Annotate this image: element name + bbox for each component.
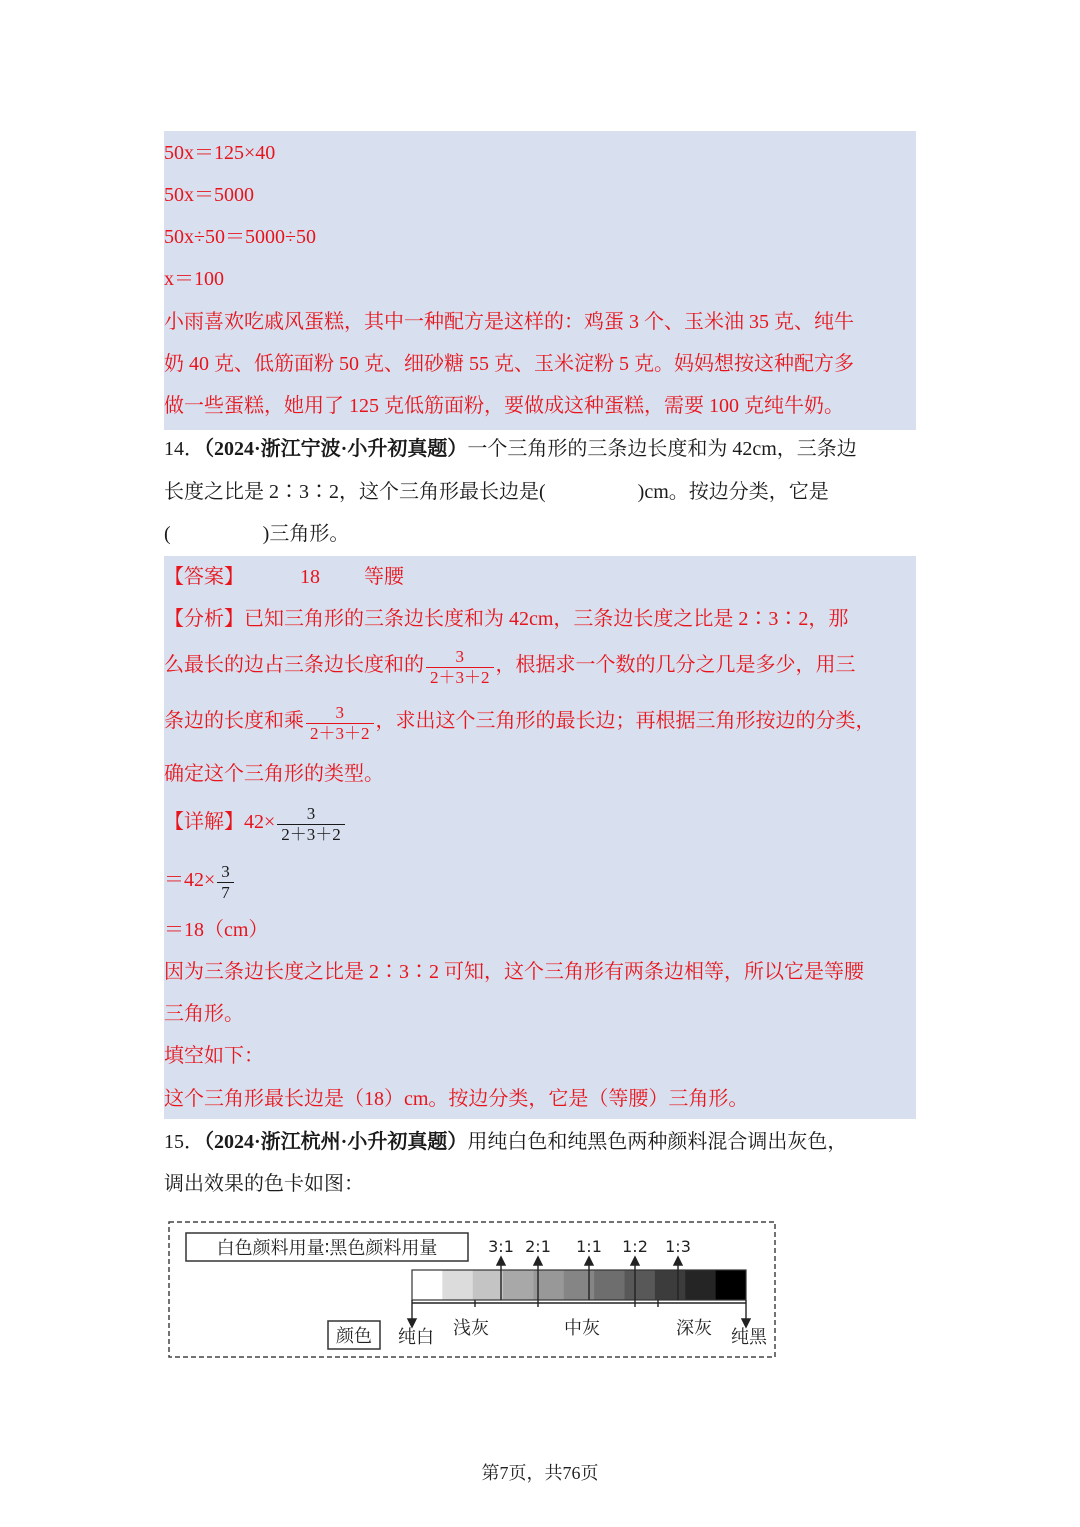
ratio-label-3-1: 3:1 <box>488 1237 514 1256</box>
question-text: )三角形。 <box>262 523 350 545</box>
ratio-label-2-1: 2:1 <box>525 1237 551 1256</box>
question-number: 15． <box>164 1131 204 1153</box>
answer-value-1: 18 <box>300 566 320 588</box>
detail-line-3: ＝18（cm） <box>164 919 269 941</box>
color-swatch <box>716 1270 747 1300</box>
fraction-numerator: 3 <box>335 703 344 722</box>
detail-line-2 <box>164 862 236 903</box>
category-pure-black: 纯黑 <box>731 1327 767 1348</box>
arrow-head <box>585 1257 593 1265</box>
color-swatch <box>564 1270 595 1300</box>
color-swatch <box>473 1270 504 1300</box>
analysis-line-3 <box>164 703 876 744</box>
category-pure-white: 纯白 <box>398 1327 434 1348</box>
reason-line-1: 因为三条边长度之比是 2∶3∶2 可知，这个三角形有两条边相等，所以它是等腰 <box>164 961 864 983</box>
question-14-line-3 <box>164 520 349 548</box>
question-15-line-1 <box>164 1128 847 1156</box>
ratio-label-1-3: 1:3 <box>665 1237 691 1256</box>
detail-text: ＝42× <box>164 869 216 891</box>
fraction-denominator: 2＋3＋2 <box>426 667 494 688</box>
analysis-text: 已知三角形的三条边长度和为 42cm，三条边长度之比是 2∶3∶2，那 <box>244 608 849 630</box>
detail-line-1 <box>164 804 347 845</box>
question-source: （2024·浙江宁波·小升初真题） <box>204 438 468 460</box>
question-text: ( <box>164 523 171 545</box>
category-light-gray: 浅灰 <box>453 1318 489 1339</box>
analysis-line-2 <box>164 647 856 688</box>
color-swatch <box>442 1270 473 1300</box>
color-card-figure <box>168 1221 776 1358</box>
color-swatch <box>655 1270 686 1300</box>
question-text: 用纯白色和纯黑色两种颜料混合调出灰色， <box>467 1131 848 1153</box>
fraction-numerator: 3 <box>221 862 230 881</box>
fraction <box>426 647 494 688</box>
analysis-tag: 【分析】 <box>164 608 244 630</box>
ratio-label: 白色颜料用量∶黑色颜料用量 <box>216 1238 438 1259</box>
arrow-head <box>408 1319 416 1327</box>
question-14-line-2 <box>164 478 829 506</box>
answer-line <box>164 563 404 591</box>
ratio-label-1-1: 1:1 <box>576 1237 602 1256</box>
analysis-line-1 <box>164 605 848 633</box>
reason-line-2: 三角形。 <box>164 1003 244 1025</box>
arrow-head <box>674 1257 682 1265</box>
category-medium-gray: 中灰 <box>564 1318 600 1339</box>
question-15-line-2: 调出效果的色卡如图： <box>164 1173 364 1195</box>
analysis-text: ，求出这个三角形的最长边；再根据三角形按边的分类， <box>375 710 876 732</box>
detail-tag: 【详解】 <box>164 811 244 833</box>
summary-line: 小雨喜欢吃戚风蛋糕，其中一种配方是这样的：鸡蛋 3 个、玉米油 35 克、纯牛 <box>164 311 854 333</box>
equation-line: 50x＝125×40 <box>164 142 276 164</box>
category-dark-gray: 深灰 <box>676 1318 712 1339</box>
fraction <box>306 703 374 744</box>
fraction-denominator: 2＋3＋2 <box>277 824 345 845</box>
fraction-denominator: 2＋3＋2 <box>306 723 374 744</box>
answer-value-2: 等腰 <box>364 566 404 588</box>
arrow-head <box>631 1257 639 1265</box>
question-text: 长度之比是 2∶3∶2，这个三角形最长边是( <box>164 481 546 503</box>
question-text: )cm。按边分类，它是 <box>637 481 829 503</box>
color-swatch <box>594 1270 625 1300</box>
arrow-head <box>497 1257 505 1265</box>
color-swatch <box>412 1270 443 1300</box>
color-swatch <box>685 1270 716 1300</box>
analysis-line-4: 确定这个三角形的类型。 <box>164 763 384 785</box>
analysis-text: ，根据求一个数的几分之几是多少，用三 <box>495 654 856 676</box>
color-swatch <box>503 1270 534 1300</box>
color-tag: 颜色 <box>336 1326 372 1347</box>
fraction <box>217 862 234 903</box>
fraction-numerator: 3 <box>455 647 464 666</box>
fraction-numerator: 3 <box>306 804 316 823</box>
fraction <box>277 804 345 845</box>
equation-line: x＝100 <box>164 268 224 290</box>
fill-line-2: 这个三角形最长边是（18）cm。按边分类，它是（等腰）三角形。 <box>164 1088 749 1110</box>
detail-text: 42× <box>244 811 276 833</box>
analysis-text: 条边的长度和乘 <box>164 710 304 732</box>
swatch-strip <box>412 1270 747 1300</box>
color-swatch <box>625 1270 656 1300</box>
equation-line: 50x＝5000 <box>164 184 254 206</box>
fraction-denominator: 7 <box>217 882 234 903</box>
page-footer: 第7页，共76页 <box>481 1463 599 1483</box>
question-14-line-1 <box>164 435 857 463</box>
summary-line: 做一些蛋糕，她用了 125 克低筋面粉，要做成这种蛋糕，需要 100 克纯牛奶。 <box>164 395 844 417</box>
fill-line-1: 填空如下： <box>164 1045 264 1067</box>
question-source: （2024·浙江杭州·小升初真题） <box>204 1131 468 1153</box>
highlight-block-prev <box>164 131 916 430</box>
summary-line: 奶 40 克、低筋面粉 50 克、细砂糖 55 克、玉米淀粉 5 克。妈妈想按这种配方多 <box>164 353 854 375</box>
equation-line: 50x÷50＝5000÷50 <box>164 226 316 248</box>
analysis-text: 么最长的边占三条边长度和的 <box>164 654 424 676</box>
question-number: 14． <box>164 438 204 460</box>
question-text: 一个三角形的三条边长度和为 42cm，三条边 <box>467 438 857 460</box>
arrow-head <box>742 1319 750 1327</box>
arrow-head <box>534 1257 542 1265</box>
ratio-label-1-2: 1:2 <box>622 1237 648 1256</box>
answer-tag: 【答案】 <box>164 566 244 588</box>
